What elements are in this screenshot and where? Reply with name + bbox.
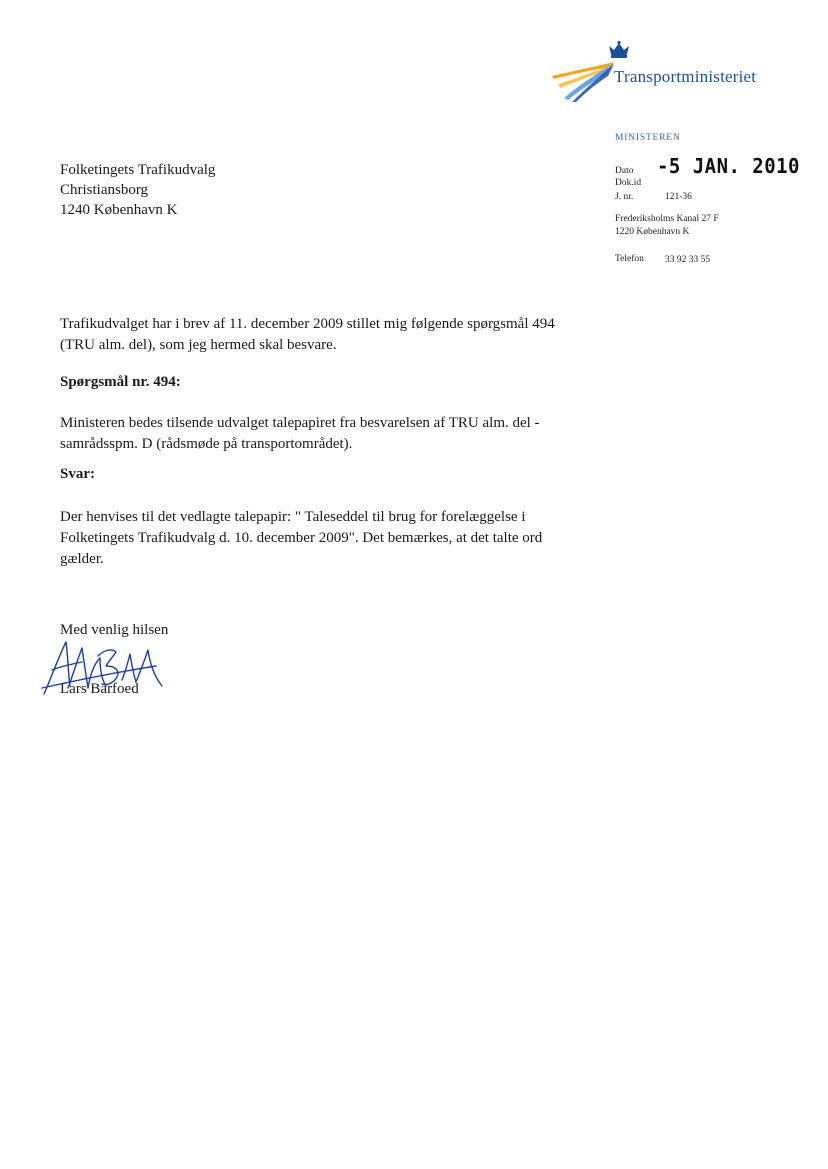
- brand-name: Transportministeriet: [614, 67, 757, 86]
- sender-address-line1: Frederiksholms Kanal 27 F: [615, 214, 719, 224]
- journal-number-value: 121-36: [665, 192, 692, 202]
- recipient-line2: Christiansborg: [60, 182, 149, 198]
- doc-id-label: Dok.id: [615, 178, 642, 188]
- recipient-line3: 1240 København K: [60, 202, 178, 218]
- recipient-line1: Folketingets Trafikudvalg: [60, 162, 216, 178]
- answer-paragraph: Der henvises til det vedlagte talepapir: " Taleseddel til brug for forelæggelse i Folketingets Trafikudvalg d. 10. december 2009". Det bemærkes, at det talte ord gælder.: [60, 509, 543, 567]
- question-paragraph: Ministeren bedes tilsende udvalget talepapiret fra besvarelsen af TRU alm. del - samrådsspm. D (rådsmøde på transportområdet).: [60, 415, 540, 452]
- telephone-value: 33 92 33 55: [665, 255, 711, 265]
- department-label: MINISTEREN: [615, 133, 681, 143]
- signer-name: Lars Barfoed: [60, 681, 139, 697]
- date-stamp: -5 JAN. 2010: [657, 154, 800, 178]
- closing-greeting: Med venlig hilsen: [60, 622, 169, 638]
- question-heading: Spørgsmål nr. 494:: [60, 374, 181, 390]
- sender-address-line2: 1220 København K: [615, 227, 690, 237]
- intro-paragraph: Trafikudvalget har i brev af 11. december 2009 stillet mig følgende spørgsmål 494 (TRU alm. del), som jeg hermed skal besvare.: [60, 316, 555, 353]
- transportministeriet-logo: [548, 40, 788, 105]
- answer-heading: Svar:: [60, 466, 95, 482]
- journal-number-label: J. nr.: [615, 192, 634, 202]
- date-label: Dato: [615, 166, 634, 176]
- handwritten-signature: [38, 636, 168, 698]
- telephone-label: Telefon: [615, 254, 644, 264]
